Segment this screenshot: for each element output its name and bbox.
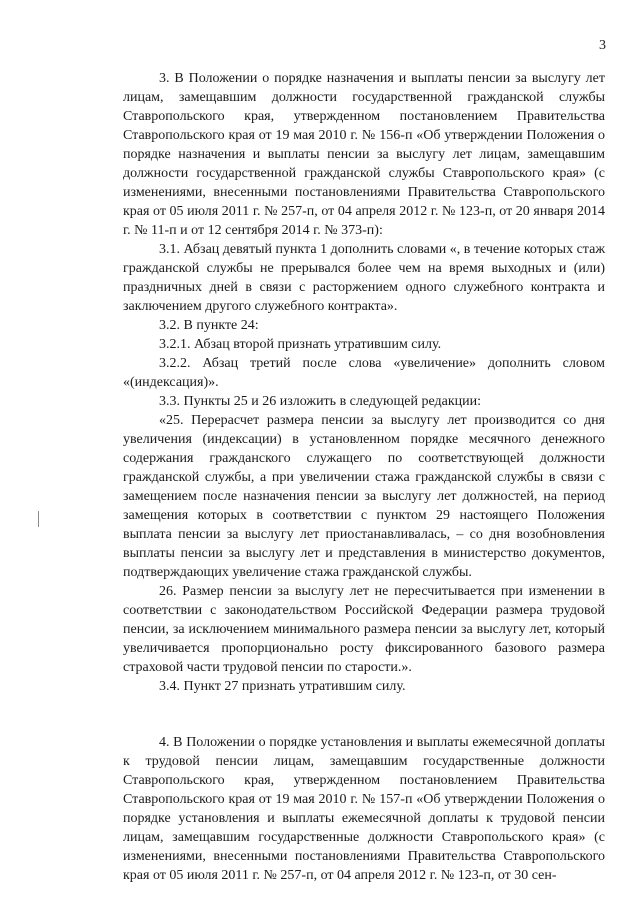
margin-mark bbox=[38, 511, 39, 527]
paragraph-3-1: 3.1. Абзац девятый пункта 1 дополнить словами «, в течение которых стаж гражданской службы не прерывался более чем на время выходных и (или) праздничных дней в связи с расторжением одного служебного контракта и заключением другого служебного контракта». bbox=[123, 242, 605, 314]
paragraph-3-4: 3.4. Пункт 27 признать утратившим силу. bbox=[159, 679, 406, 694]
paragraph-section-4: 4. В Положении о порядке установления и выплаты ежемесячной доплаты к трудовой пенсии лицам, замещавшим государственные должности Ставропольского края, утвержденном постановлением Правительства Ставропольского края от 19 мая 2010 г. № 157-п «Об утверждении Положения о порядке установления и выплаты ежемесячной доплаты к трудовой пенсии лицам, замещавшим государственные должности Ставропольского края» (с изменениями, внесенными постановлениями Правительства Ставропольского края от 05 июля 2011 г. № 257-п, от 04 апреля 2012 г. № 123-п, от 30 сен- bbox=[123, 735, 605, 883]
paragraph-3-2-2: 3.2.2. Абзац третий после слова «увеличение» дополнить словом «(индексация)». bbox=[123, 356, 605, 390]
paragraph-3-3: 3.3. Пункты 25 и 26 изложить в следующей редакции: bbox=[159, 394, 482, 409]
paragraph-section-3: 3. В Положении о порядке назначения и выплаты пенсии за выслугу лет лицам, замещавшим должности государственной гражданской службы Ставропольского края, утвержденном постановлением Правительства Ставропольского края от 19 мая 2010 г. № 156-п «Об утверждении Положения о порядке назначения и выплаты пенсии за выслугу лет лицам, замещавшим должности государственной гражданской службы Ставропольского края» (с изменениями, внесенными постановлениями Правительства Ставропольского края от 05 июля 2011 г. № 257-п, от 04 апреля 2012 г. № 123-п, от 20 января 2014 г. № 11-п и от 12 сентября 2014 г. № 373-п): bbox=[123, 71, 605, 238]
paragraph-3-2-1: 3.2.1. Абзац второй признать утратившим силу. bbox=[159, 337, 442, 352]
document-body bbox=[123, 69, 605, 885]
page-number: 3 bbox=[599, 38, 606, 53]
paragraph-item-26: 26. Размер пенсии за выслугу лет не пересчитывается при изменении в соответствии с законодательством Российской Федерации размера трудовой пенсии, за исключением минимального размера пенсии за выслугу лет, который увеличивается пропорционально росту фиксированного базового размера страховой части трудовой пенсии по старости.». bbox=[123, 584, 605, 675]
paragraph-item-25: «25. Перерасчет размера пенсии за выслугу лет производится со дня увеличения (индексации) в установленном порядке месячного денежного содержания гражданского служащего по соответствующей должности гражданской службы, а при увеличении стажа гражданской службы в связи с замещением после назначения пенсии за выслугу лет должностей, на период замещения которых в соответствии с пунктом 29 настоящего Положения выплата пенсии за выслугу лет приостанавливалась, – со дня возобновления выплаты пенсии за выслугу лет и представления в министерство документов, подтверждающих увеличение стажа гражданской службы. bbox=[123, 413, 605, 580]
paragraph-3-2: 3.2. В пункте 24: bbox=[159, 318, 259, 333]
